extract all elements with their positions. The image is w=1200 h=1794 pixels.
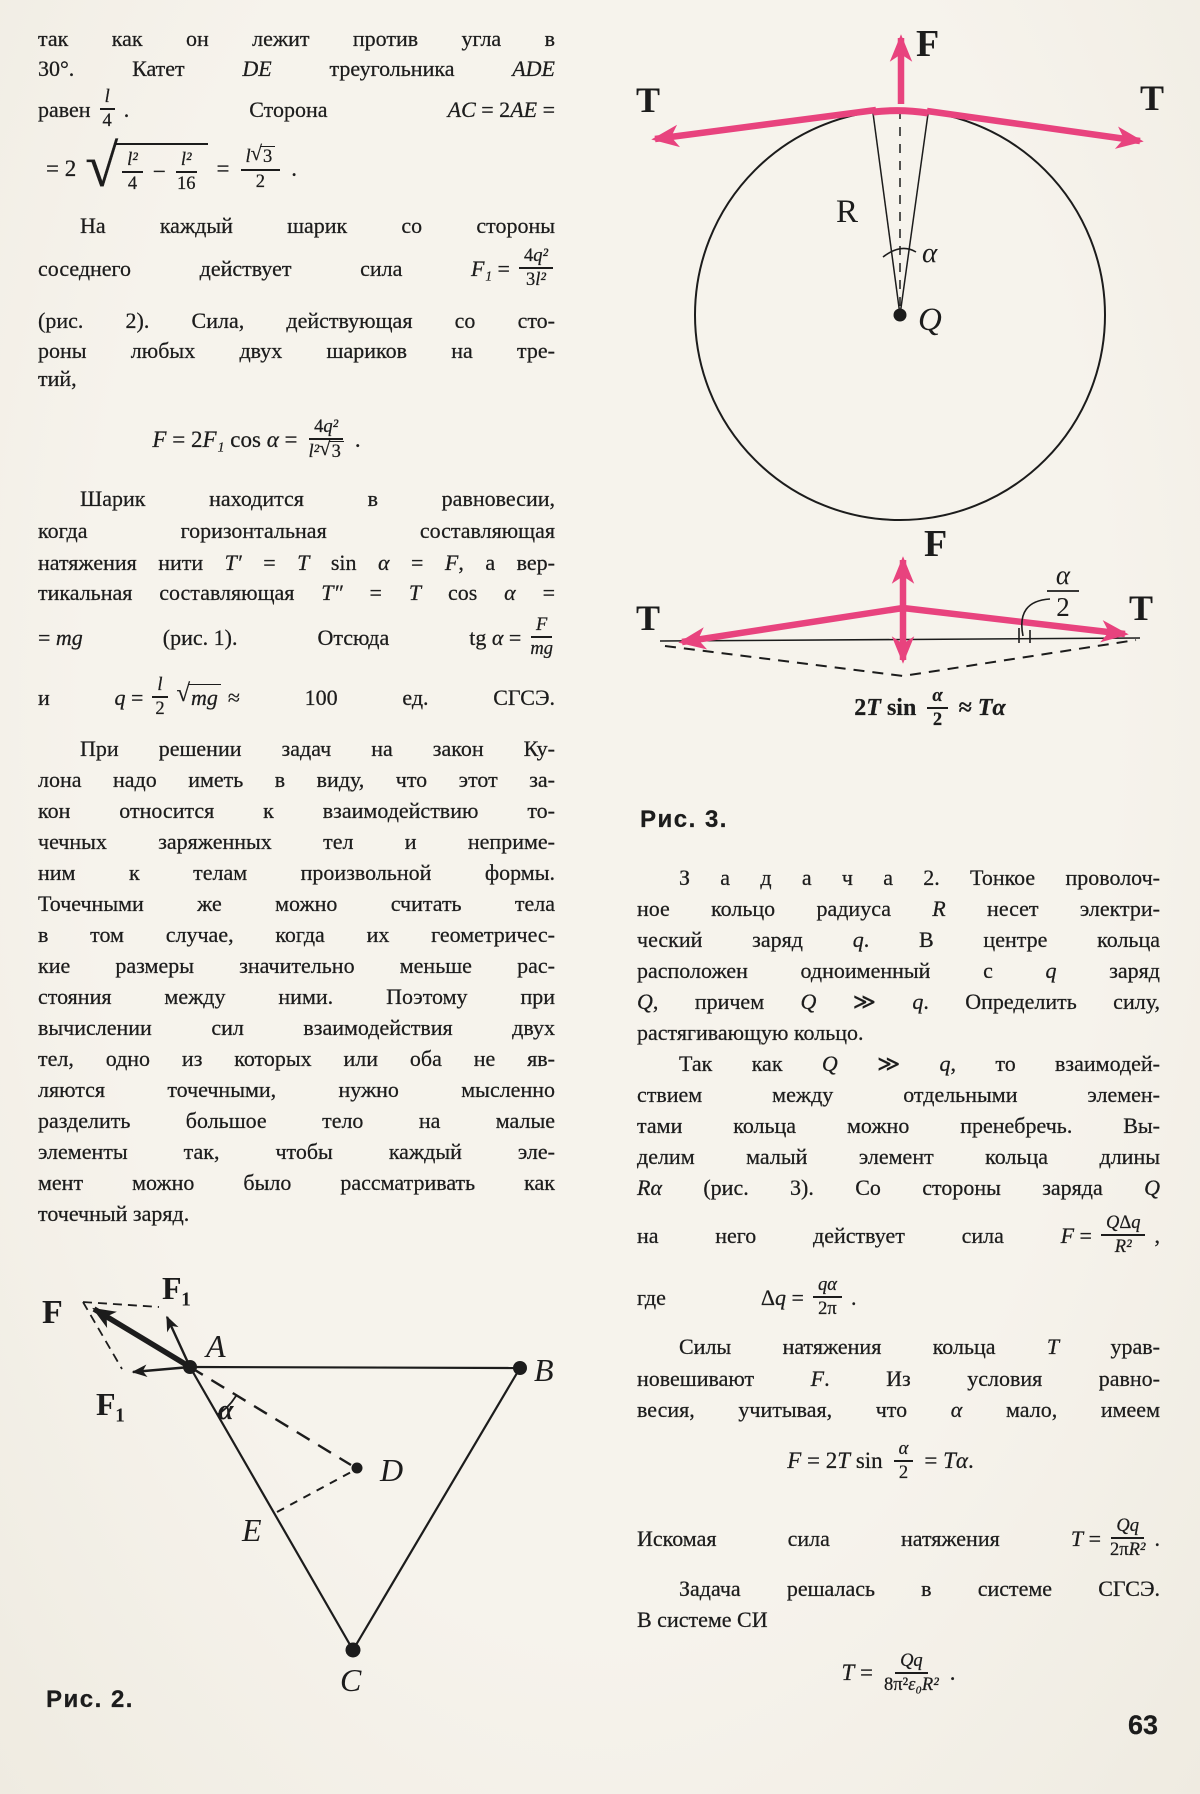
figure-3-formula: 2T sin $\frac{\alpha}{2}$ ≈ Tα [854,686,1006,730]
display-equation-1: = 2 √ $\frac{\text{l²}}{4}$ − $\frac{\text{l²}}{16}$ = l √ 3 2 . [46,133,298,199]
figure-2-caption: Рис. 2. [46,1686,134,1713]
text-line: З а д а ч а 2. Тонкое проволоч- [679,865,1160,890]
text-line: тами кольца можно пренебречь. Вы- [637,1113,1160,1138]
text-line: чечных заряженных тел и неприме- [38,829,555,854]
text-line: ное кольцо радиуса R несет электри- [637,896,1161,921]
label-R: R [836,194,859,230]
text-line: ляются точечными, нужно мысленно [38,1077,555,1102]
fraction: $\frac{\text{l²}}{4}$ [122,150,143,194]
fraction: $\frac{\text{l²}}{16}$ [176,150,196,194]
math-run: AC = 2AE = [447,96,555,122]
label-T-left-2: T [635,598,661,638]
text-line: кие размеры значительно меньше рас- [38,953,555,978]
label-F: F [42,1294,63,1331]
text-line: когда горизонтальная составляющая [38,518,555,543]
fraction: $\frac{\alpha}{2}$ [927,686,947,730]
dashed-AD [190,1367,351,1465]
tension-T-right-arrow [927,111,1140,141]
side-AC [190,1367,353,1650]
label-D: D [380,1452,404,1488]
text-line: новешивают F. Из условия равно- [637,1366,1160,1391]
label-C: C [340,1662,362,1698]
text-line: Так как Q ≫ q, то взаимодей- [679,1051,1161,1076]
label-alpha-half-den: 2 [1056,592,1070,622]
text-line: весия, учитывая, что α мало, имеем [637,1397,1160,1422]
label-Q: Q [918,302,942,338]
label-F-2: F [924,523,948,565]
label-F1-up: F₁ [162,1270,192,1306]
text-line: В системе СИ [637,1607,768,1632]
dashed-ED [277,1471,353,1512]
text-line: (рис. 2). Сила, действующая со сто- [38,308,555,333]
text-line-with-fraction: где Δq = $\frac{q\alpha}{2\pi}$ . [637,1275,857,1319]
display-equation-4: T = $\frac{Qq}{\text{8π²ε₀R²}}$ . [841,1651,956,1695]
text-line-with-fraction: на него действует сила F = $\frac{\text{QΔq}}{\text{R²}}$ , [637,1213,1160,1257]
text-line: При решении задач на закон Ку- [80,736,555,761]
text-line: ним к телам произвольной формы. [38,860,555,885]
radical: √ mg [177,684,221,710]
side-BC [353,1368,520,1650]
tension-T-left-arrow [655,110,876,139]
text-line: 30°. Катет DE треугольника ADE [38,56,555,81]
side-AB [190,1367,520,1368]
text-line: расположен одноименный с q заряд [637,958,1160,983]
text-line-with-fraction: соседнего действует сила F₁ = $\frac{\text{4q²}}{\text{3l²}}$ [38,242,555,294]
radical: √ 3 [251,146,276,168]
text-line: Задача решалась в системе СГСЭ. [679,1576,1160,1601]
label-B: B [534,1352,554,1388]
display-equation-2: F = 2F₁ cos α = 4q² l² √ 3 . [152,416,361,462]
point-A [183,1360,197,1374]
text-line: делим малый элемент кольца длины [637,1144,1160,1169]
label-alpha-half-num: α [1055,560,1071,590]
label-T-left: T [635,80,661,120]
text-line: Q, причем Q ≫ q. Определить силу, [637,989,1160,1014]
text-line: Rα (рис. 3). Со стороны заряда Q [637,1175,1160,1200]
label-F: F [916,23,940,65]
fraction: l √ 3 2 [241,146,281,192]
text-line: лона надо иметь в виду, что этот за- [38,767,555,792]
text-line-with-fraction: Искомая сила натяжения T = $\frac{Qq}{\text{2πR²}}$ . [637,1516,1160,1560]
fraction: 4q² l² √ 3 [309,417,344,463]
text-line: тел, одно из которых или оба не яв- [38,1046,555,1071]
charge-Q-dot [894,309,907,322]
radius-left [873,113,900,315]
alpha-half-leader [1022,599,1050,636]
label-alpha: α [218,1395,234,1426]
text-line-with-fraction: равен $\frac{l}{4}$ . Сторона AC = 2AE = [38,87,555,131]
fraction: $\frac{q\alpha}{2\pi}$ [813,1275,842,1319]
text-line: тий, [38,366,77,391]
radical-sign: √ [85,133,119,199]
text-line: Силы натяжения кольца T урав- [679,1334,1161,1359]
fraction: $\frac{\alpha}{2}$ [894,1439,914,1483]
tension-T-left-arrow-2 [682,608,903,642]
text-line: натяжения нити T′ = T sin α = F, а вер- [38,550,555,575]
label-A: A [206,1328,226,1364]
radical: √ $\frac{\text{l²}}{4}$ − $\frac{\text{l²}}{16}$ [85,139,207,199]
text-run: равен [38,96,91,122]
text-line: ствием между отдельными элемен- [637,1082,1160,1107]
parallelogram-dash-top [83,1302,159,1307]
text-line-with-fraction: и q = $\frac{l}{2}$ √ mg ≈ 100 ед. СГСЭ. [38,675,555,719]
text-line-with-fraction: = mg (рис. 1). Отсюда tg α = $\frac{F}{mg}$ [38,615,553,659]
text-line: роны любых двух шариков на тре- [38,338,555,363]
radical: √ 3 [319,441,344,463]
point-D [352,1463,363,1474]
fraction: $\frac{\text{QΔq}}{\text{R²}}$ [1101,1213,1146,1257]
text-line: так как он лежит против угла в [38,26,555,51]
point-C [346,1643,361,1658]
text-line: тикальная составляющая T″ = T cos α = [38,580,555,605]
display-equation-3: F = 2T sin $\frac{\alpha}{2}$ = Tα. [787,1439,974,1483]
fraction: $\frac{Qq}{\text{2πR²}}$ [1110,1516,1146,1560]
figure-3-caption: Рис. 3. [640,806,728,833]
fraction: $\frac{F}{mg}$ [530,615,553,659]
text-line: Точечными же можно считать тела [38,891,555,916]
text-line: в том случае, когда их геометричес- [38,922,555,947]
text-line: мент можно было рассматривать как [38,1170,555,1195]
text-line: разделить большое тело на малые [38,1108,555,1133]
label-alpha: α [922,237,938,269]
label-E: E [242,1512,262,1548]
text-line: вычислении сил взаимодействия двух [38,1015,555,1040]
fraction: $\frac{l}{2}$ [152,675,167,719]
figure-3-diagram [560,0,1200,690]
text-line: точечный заряд. [38,1201,190,1226]
text-line: кон относится к взаимодействию то- [38,798,555,823]
text-line: стояния между ними. Поэтому при [38,984,555,1009]
figure-2-diagram [20,1255,580,1700]
fraction: $\frac{\text{4q²}}{\text{3l²}}$ [519,246,553,290]
text-line: Шарик находится в равновесии, [80,486,555,511]
text-line: растягивающую кольцо. [637,1020,864,1045]
point-B [513,1361,527,1375]
page-number: 63 [1128,1710,1159,1740]
tension-T-right-arrow-2 [903,608,1125,634]
force-F1-left-vector [133,1367,190,1372]
ring-element [873,111,928,113]
label-T-right-2: T [1128,588,1154,628]
text-line: На каждый шарик со стороны [80,213,555,238]
label-T-right: T [1139,78,1165,118]
radius-right [900,114,928,315]
fraction: $\frac{Qq}{\text{8π²ε₀R²}}$ [884,1651,939,1695]
fraction: $\frac{l}{4}$ [100,87,115,131]
text-line: элементы так, чтобы каждый эле- [38,1139,555,1164]
label-F1-left: F₁ [96,1386,126,1422]
text-line: ческий заряд q. В центре кольца [637,927,1160,952]
text-run: Сторона [249,96,328,122]
